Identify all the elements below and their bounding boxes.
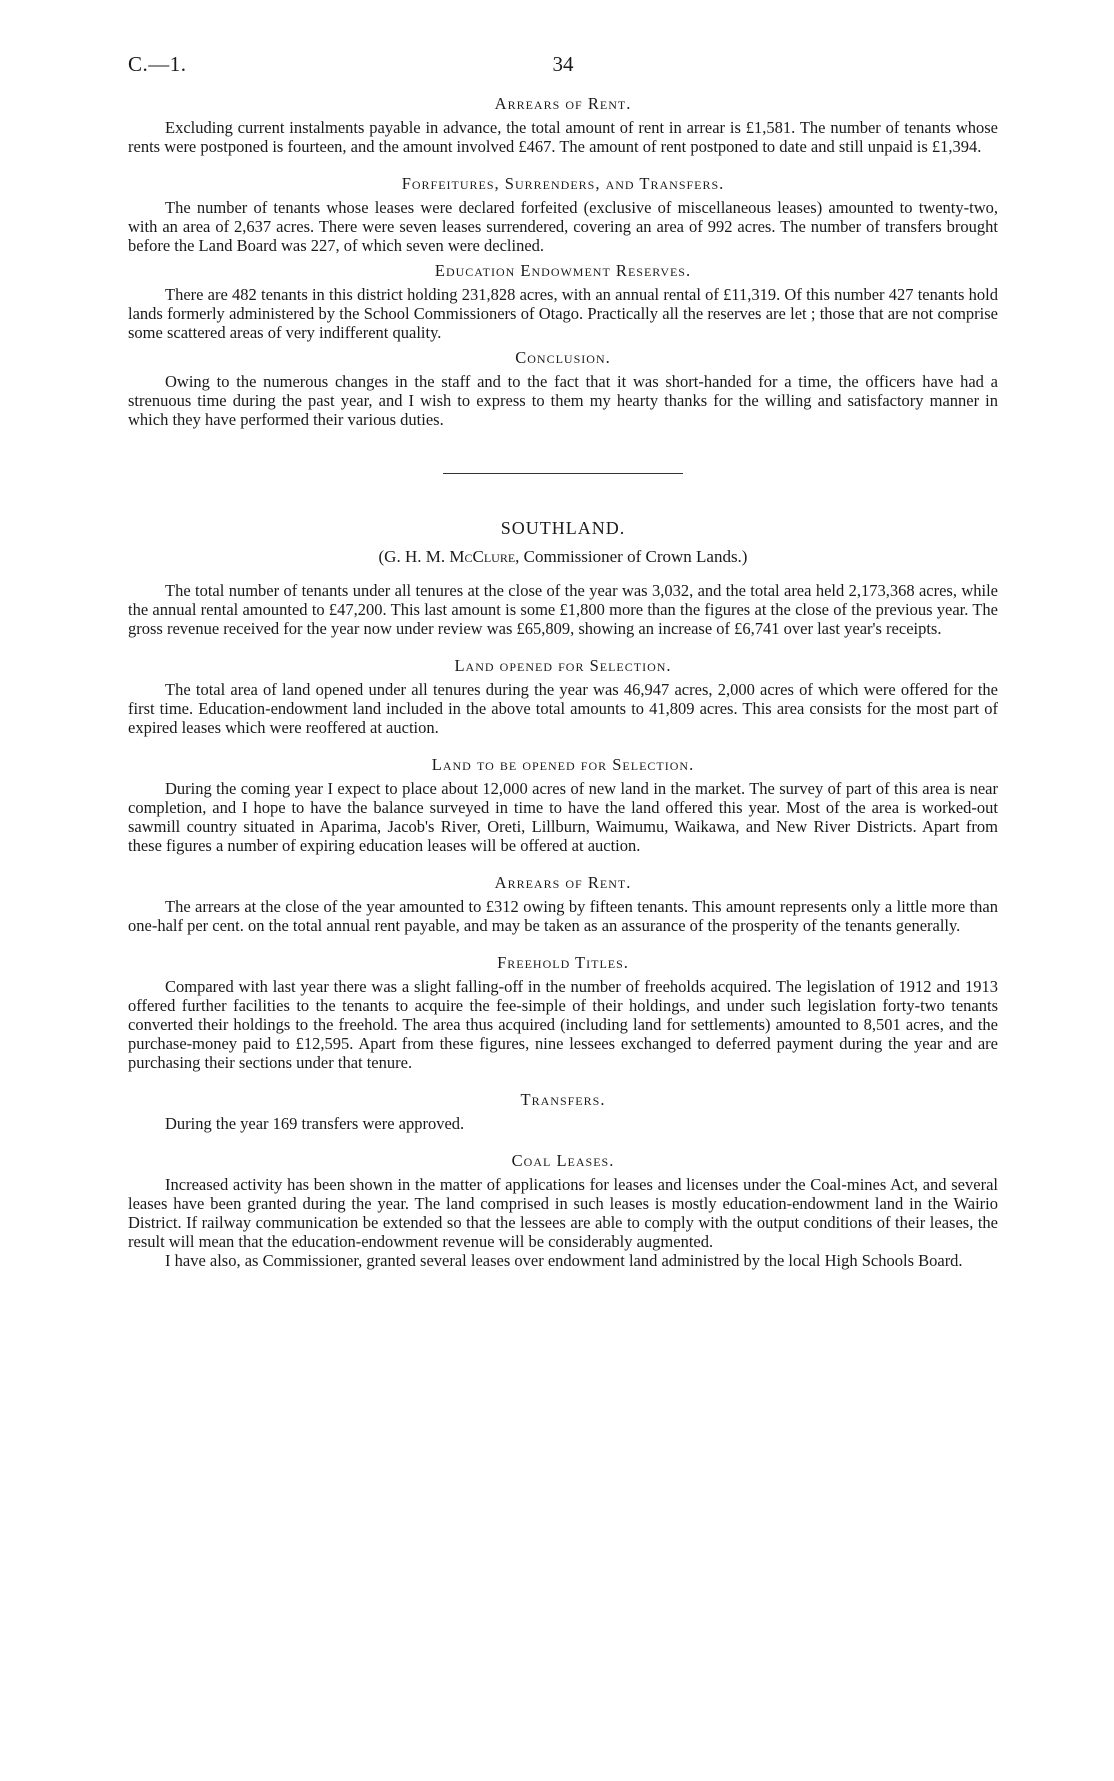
paragraph: Owing to the numerous changes in the staff and to the fact that it was short-handed for a time, the officers have had a strenuous time during the past year, and I wish to express to them my hearty thanks for the willing and satisfactory manner in which they have performed their various duties. <box>128 372 998 429</box>
paragraph: During the coming year I expect to place about 12,000 acres of new land in the market. The survey of part of this area is near completion, and I hope to have the balance surveyed in time to have the land offered this year. Most of the area is worked-out sawmill country situated in Aparima, Jacob's River, Oreti, Lillburn, Waimumu, Waikawa, and New River Districts. Apart from these figures a number of expiring education leases will be offered at auction. <box>128 779 998 855</box>
otago-arrears-section <box>128 94 998 156</box>
section-heading-freehold: Freehold Titles. <box>497 953 629 972</box>
paragraph: The number of tenants whose leases were declared forfeited (exclusive of miscellaneous leases) amounted to twenty-two, with an area of 2,637 acres. There were seven leases surrendered, covering an area of 992 acres. The number of transfers brought before the Land Board was 227, of which seven were declined. <box>128 198 998 255</box>
section-heading-land-to-open: Land to be opened for Selection. <box>431 755 695 774</box>
section-heading-conclusion: Conclusion. <box>515 348 611 367</box>
section-heading-forfeitures: Forfeitures, Surrenders, and Transfers. <box>401 174 725 193</box>
otago-education-section <box>128 261 998 342</box>
section-heading-land-opened: Land opened for Selection. <box>454 656 672 675</box>
section-heading-arrears: Arrears of Rent. <box>494 873 632 892</box>
section-heading-arrears: Arrears of Rent. <box>494 94 632 113</box>
section-heading-coal: Coal Leases. <box>511 1151 615 1170</box>
paragraph: The total area of land opened under all tenures during the year was 46,947 acres, 2,000 acres of which were offered for the first time. Education-endowment land included in the above total amounts to 41,809 acres. This area consists for the most part of expired leases which were reoffered at auction. <box>128 680 998 737</box>
paragraph: Excluding current instalments payable in advance, the total amount of rent in arrear is £1,581. The number of tenants whose rents were postponed is fourteen, and the amount involved £467. The amount of rent postponed to date and still unpaid is £1,394. <box>128 118 998 156</box>
paragraph: During the year 169 transfers were approved. <box>165 1114 465 1133</box>
southland-section <box>128 518 998 1270</box>
paragraph: Compared with last year there was a slight falling-off in the number of freeholds acquired. The legislation of 1912 and 1913 offered further facilities to the tenants to acquire the fee-simple of their holdings, and under such legislation forty-two tenants converted their holdings to the freehold. The area thus acquired (including land for settlements) amounted to 8,501 acres, and the purchase-money paid to £12,595. Apart from these figures, nine lessees exchanged to deferred payment during the year and are purchasing their sections under that tenure. <box>128 977 998 1072</box>
commissioner-name: McClure <box>449 547 516 566</box>
otago-forfeitures-section <box>128 174 998 255</box>
paragraph: Increased activity has been shown in the matter of applications for leases and licenses under the Coal-mines Act, and several leases have been granted during the year. The land comprised in such leases is mostly education-endowment land in the Wairio District. If railway communication be extended so that the lessees are able to comply with the output conditions of their leases, the result will mean that the education-endowment revenue will be considerably augmented. <box>128 1175 998 1251</box>
section-divider <box>443 473 683 474</box>
otago-conclusion-section <box>128 348 998 429</box>
page-header <box>128 52 998 88</box>
section-heading-transfers: Transfers. <box>520 1090 606 1109</box>
paragraph: The arrears at the close of the year amounted to £312 owing by fifteen tenants. This amount represents only a little more than one-half per cent. on the total annual rent payable, and may be taken as an assurance of the prosperity of the tenants generally. <box>128 897 998 935</box>
paragraph: There are 482 tenants in this district holding 231,828 acres, with an annual rental of £11,319. Of this number 427 tenants hold lands formerly administered by the School Commissioners of Otago. Practically all the reserves are let ; those that are not comprise some scattered areas of very indifferent quality. <box>128 285 998 342</box>
section-heading-education: Education Endowment Reserves. <box>434 261 692 280</box>
paragraph: I have also, as Commissioner, granted several leases over endowment land administred by the local High Schools Board. <box>165 1251 963 1270</box>
document-page <box>128 52 998 1270</box>
page-number: 34 <box>552 52 574 76</box>
paragraph: The total number of tenants under all tenures at the close of the year was 3,032, and the total area held 2,173,368 acres, while the annual rental amounted to £47,200. This last amount is some £1,800 more than the figures at the close of the previous year. The gross revenue received for the year now under review was £65,809, showing an increase of £6,741 over last year's receipts. <box>128 581 998 638</box>
district-title: SOUTHLAND. <box>500 518 626 538</box>
commissioner-byline: (G. H. M. McClure, Commissioner of Crown Lands.) <box>378 547 748 566</box>
document-reference: C.—1. <box>128 52 187 76</box>
